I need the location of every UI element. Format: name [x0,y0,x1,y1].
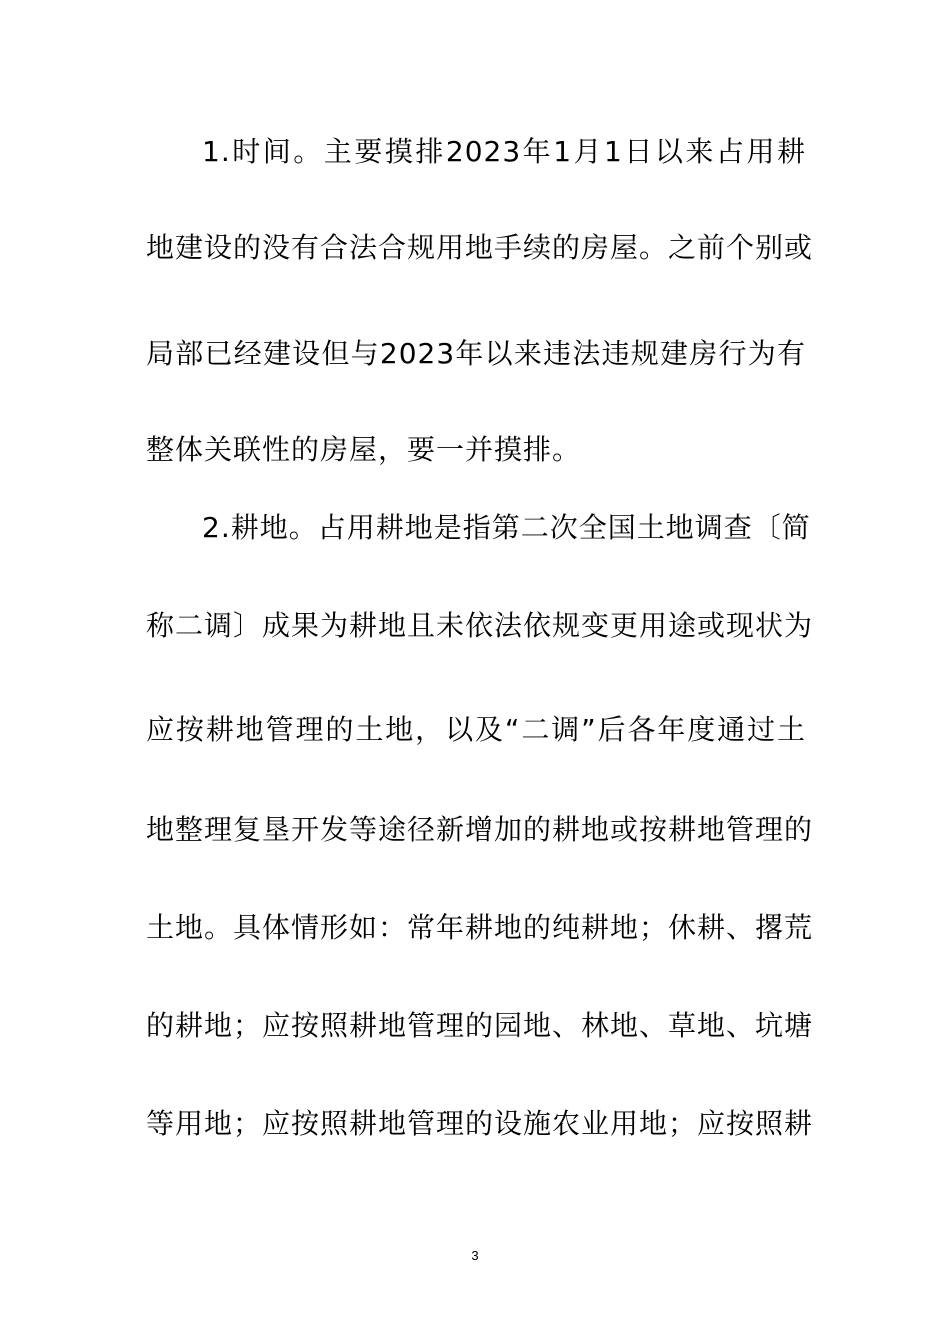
paragraph-2-line-7: 等用地；应按照耕地管理的设施农业用地；应按照耕 [146,1107,814,1140]
paragraph-1-line-2: 地建设的没有合法合规用地手续的房屋。之前个别或 [146,231,814,264]
paragraph-2-line-1: 2.耕地。占用耕地是指第二次全国土地调查〔简 [202,511,811,544]
page-number: 3 [471,1248,479,1263]
paragraph-2-line-2: 称二调〕成果为耕地且未依法依规变更用途或现状为 [146,609,814,642]
paragraph-1-line-3: 局部已经建设但与2023年以来违法违规建房行为有 [146,337,806,370]
paragraph-1-line-1: 1.时间。主要摸排2023年1月1日以来占用耕 [202,135,806,168]
paragraph-2-line-4: 地整理复垦开发等途径新增加的耕地或按耕地管理的 [146,813,814,846]
paragraph-1-line-4: 整体关联性的房屋，要一并摸排。 [146,433,582,466]
paragraph-2-line-3: 应按耕地管理的土地，以及“二调”后各年度通过土 [146,713,806,746]
paragraph-2-line-5: 土地。具体情形如：常年耕地的纯耕地；休耕、撂荒 [146,911,814,944]
paragraph-2-line-6: 的耕地；应按照耕地管理的园地、林地、草地、坑塘 [146,1009,814,1042]
